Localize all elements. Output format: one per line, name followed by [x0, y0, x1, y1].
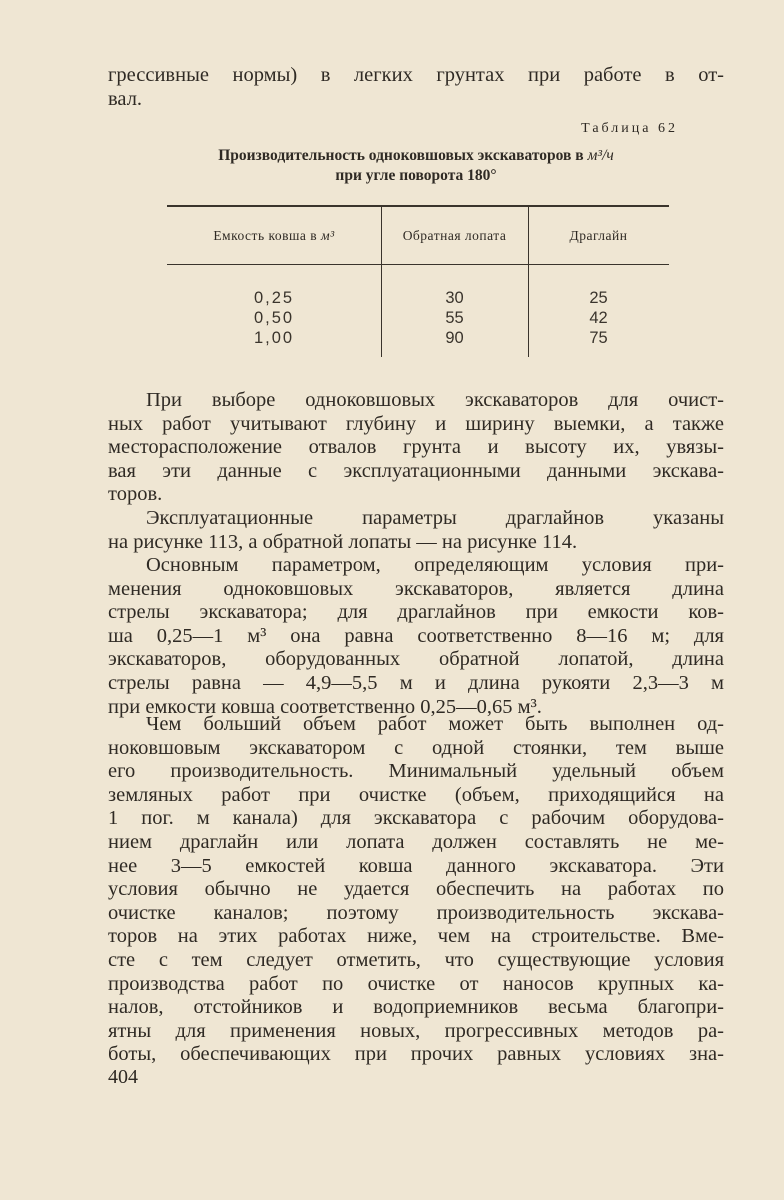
text-line: торов.	[108, 483, 163, 506]
page-number: 404	[108, 1066, 138, 1088]
table-title-line1: Производительность одноковшовых экскаваторов в	[218, 147, 584, 164]
text-line: Эксплуатационные параметры драглайнов указаны	[146, 507, 724, 529]
paragraph	[108, 507, 724, 554]
table-header-backhoe: Обратная лопата	[402, 228, 507, 243]
table-title-unit: м³/ч	[587, 147, 614, 164]
text-line: Чем больший объем работ может быть выполнен од-	[146, 713, 724, 735]
table-row	[167, 309, 669, 329]
table-top-rule	[167, 205, 669, 207]
text-line: на рисунке 113, а обратной лопаты — на рисунке 114.	[108, 530, 578, 553]
text-line: очистке каналов; поэтому производительность экскава-	[108, 901, 724, 924]
text-line: ноковшовым экскаватором с одной стоянки, тем выше	[108, 736, 724, 759]
text-line: нее 3—5 емкостей ковша данного экскаватора. Эти	[108, 854, 724, 877]
cell-backhoe: 90	[445, 329, 464, 347]
text-line: при емкости ковша соответственно 0,25—0,65 м³.	[108, 695, 542, 718]
text-line: вая эти данные с эксплуатационными данными экскава-	[108, 459, 724, 482]
text-line: экскаваторов, оборудованных обратной лопатой, длина	[108, 648, 724, 671]
table-title-line2: при угле поворота 180°	[335, 167, 497, 184]
text-line: стрелы экскаватора; для драглайнов при емкости ков-	[108, 601, 724, 624]
cell-capacity: 0,25	[253, 289, 295, 307]
text-line: налов, отстойников и водоприемников весьма благопри-	[108, 996, 724, 1019]
table-header-dragline: Драглайн	[569, 228, 628, 243]
text-line: стрелы равна — 4,9—5,5 м и длина рукояти 2,3—3 м	[108, 671, 724, 694]
paragraph-continued	[108, 64, 724, 111]
table-header-rule	[167, 264, 669, 265]
table-body	[167, 289, 669, 349]
text-line: 1 пог. м канала) для экскаватора с рабочим оборудова-	[108, 807, 724, 830]
text-line: его производительность. Минимальный удельный объем	[108, 760, 724, 783]
text-line: земляных работ при очистке (объем, приходящийся на	[108, 783, 724, 806]
cell-dragline: 25	[589, 289, 608, 307]
paragraph	[108, 389, 724, 507]
cell-dragline: 42	[589, 309, 608, 327]
paragraph	[108, 713, 724, 1067]
table-header-capacity: Емкость ковша в м³	[213, 228, 335, 243]
table-row	[167, 289, 669, 309]
text-line: производства работ по очистке от наносов крупных ка-	[108, 972, 724, 995]
text-line: грессивные нормы) в легких грунтах при работе в от-	[108, 64, 724, 86]
text-line: ша 0,25—1 м³ она равна соответственно 8—16 м; для	[108, 624, 724, 647]
text-line: При выборе одноковшовых экскаваторов для очист-	[146, 389, 724, 411]
text-line: условия обычно не удается обеспечить на работах по	[108, 878, 724, 901]
text-line: менения одноковшовых экскаваторов, является длина	[108, 577, 724, 600]
cell-capacity: 0,50	[253, 309, 295, 327]
cell-dragline: 75	[589, 329, 608, 347]
text-line: Основным параметром, определяющим условия при-	[146, 554, 724, 576]
text-line: ятны для применения новых, прогрессивных методов ра-	[108, 1019, 724, 1042]
text-line: торов на этих работах ниже, чем на строительстве. Вме-	[108, 925, 724, 948]
text-line: боты, обеспечивающих при прочих равных условиях зна-	[108, 1043, 724, 1066]
table-row	[167, 329, 669, 349]
table-label: Таблица 62	[581, 121, 678, 136]
text-line: месторасположение отвалов грунта и высоту их, увязы-	[108, 436, 724, 459]
table-title	[108, 146, 724, 186]
text-line: вал.	[108, 87, 143, 110]
text-line: нием драглайн или лопата должен составлять не ме-	[108, 830, 724, 853]
text-line: ных работ учитывают глубину и ширину выемки, а также	[108, 412, 724, 435]
text-line: сте с тем следует отметить, что существующие условия	[108, 948, 724, 971]
cell-backhoe: 55	[445, 309, 464, 327]
paragraph	[108, 554, 724, 719]
cell-capacity: 1,00	[253, 329, 295, 347]
cell-backhoe: 30	[445, 289, 464, 307]
